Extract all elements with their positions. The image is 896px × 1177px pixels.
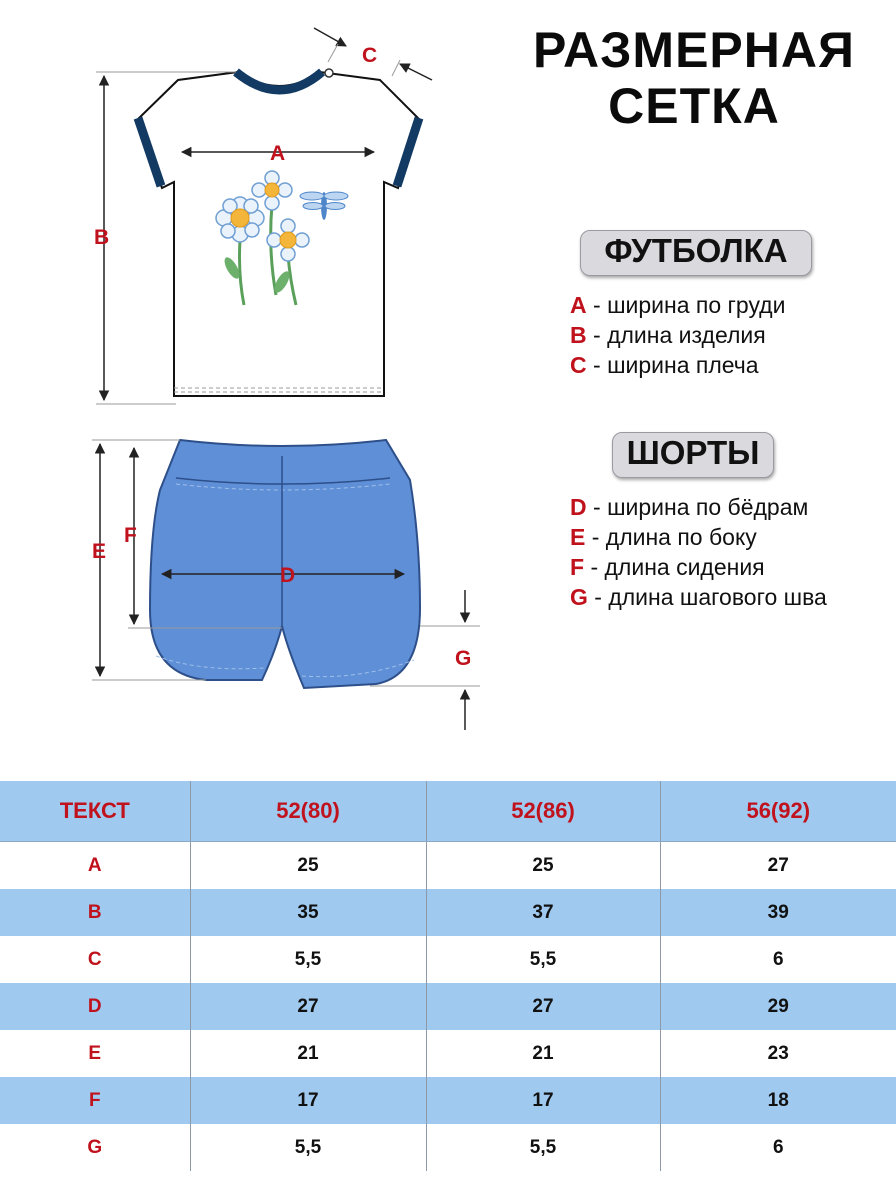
table-cell: 29 <box>660 983 896 1030</box>
table-cell: 37 <box>426 889 660 936</box>
dim-label-f: F <box>124 524 137 547</box>
table-cell: 27 <box>426 983 660 1030</box>
tshirt-legend <box>570 290 785 380</box>
size-table <box>0 781 896 1171</box>
table-cell: 25 <box>190 842 426 890</box>
table-row <box>0 1077 896 1124</box>
row-key: C <box>0 936 190 983</box>
legend-item-d <box>570 492 827 522</box>
table-cell: 21 <box>426 1030 660 1077</box>
legend-text: - длина шагового шва <box>587 584 827 610</box>
legend-item-c <box>570 350 785 380</box>
tshirt-drawing <box>137 69 420 396</box>
title-line-1: РАЗМЕРНАЯ <box>533 22 855 78</box>
table-cell: 17 <box>190 1077 426 1124</box>
dim-label-c: C <box>362 44 378 67</box>
legend-text: - ширина по груди <box>586 292 786 318</box>
table-cell: 21 <box>190 1030 426 1077</box>
column-header: 56(92) <box>660 781 896 842</box>
dim-label-g: G <box>455 647 472 670</box>
legend-text: - длина по боку <box>585 524 757 550</box>
garment-diagram <box>0 0 560 760</box>
column-header: 52(86) <box>426 781 660 842</box>
table-cell: 5,5 <box>426 936 660 983</box>
legend-item-b <box>570 320 785 350</box>
page-title <box>500 22 888 134</box>
legend-item-g <box>570 582 827 612</box>
column-header: 52(80) <box>190 781 426 842</box>
legend-key: F <box>570 554 585 580</box>
title-line-2: СЕТКА <box>608 78 780 134</box>
legend-key: A <box>570 292 587 318</box>
legend-key: G <box>570 584 588 610</box>
table-row <box>0 1124 896 1171</box>
table-cell: 39 <box>660 889 896 936</box>
table-header-row <box>0 781 896 842</box>
legend-key: E <box>570 524 586 550</box>
row-key: F <box>0 1077 190 1124</box>
table-cell: 27 <box>660 842 896 890</box>
table-cell: 23 <box>660 1030 896 1077</box>
row-key: B <box>0 889 190 936</box>
table-row <box>0 936 896 983</box>
legend-key: D <box>570 494 587 520</box>
legend-item-e <box>570 522 827 552</box>
dim-label-b: B <box>94 226 110 249</box>
table-cell: 5,5 <box>190 1124 426 1171</box>
table-cell: 18 <box>660 1077 896 1124</box>
dim-label-a: A <box>270 142 286 165</box>
dim-label-e: E <box>92 540 107 563</box>
row-key: E <box>0 1030 190 1077</box>
table-cell: 6 <box>660 936 896 983</box>
row-key: D <box>0 983 190 1030</box>
table-row <box>0 1030 896 1077</box>
table-cell: 17 <box>426 1077 660 1124</box>
row-key: A <box>0 842 190 890</box>
shorts-heading: ШОРТЫ <box>612 432 774 478</box>
shorts-legend <box>570 492 827 612</box>
legend-text: - ширина по бёдрам <box>586 494 809 520</box>
legend-item-f <box>570 552 827 582</box>
legend-text: - ширина плеча <box>586 352 759 378</box>
legend-text: - длина сидения <box>584 554 765 580</box>
table-row <box>0 889 896 936</box>
table-cell: 5,5 <box>190 936 426 983</box>
legend-key: C <box>570 352 587 378</box>
tshirt-heading: ФУТБОЛКА <box>580 230 812 276</box>
legend-item-a <box>570 290 785 320</box>
legend-text: - длина изделия <box>586 322 766 348</box>
table-cell: 27 <box>190 983 426 1030</box>
legend-key: B <box>570 322 587 348</box>
table-cell: 5,5 <box>426 1124 660 1171</box>
row-key: G <box>0 1124 190 1171</box>
dim-label-d: D <box>280 564 296 587</box>
table-row <box>0 842 896 890</box>
table-cell: 35 <box>190 889 426 936</box>
column-header: ТЕКСТ <box>0 781 190 842</box>
table-cell: 25 <box>426 842 660 890</box>
table-row <box>0 983 896 1030</box>
table-cell: 6 <box>660 1124 896 1171</box>
